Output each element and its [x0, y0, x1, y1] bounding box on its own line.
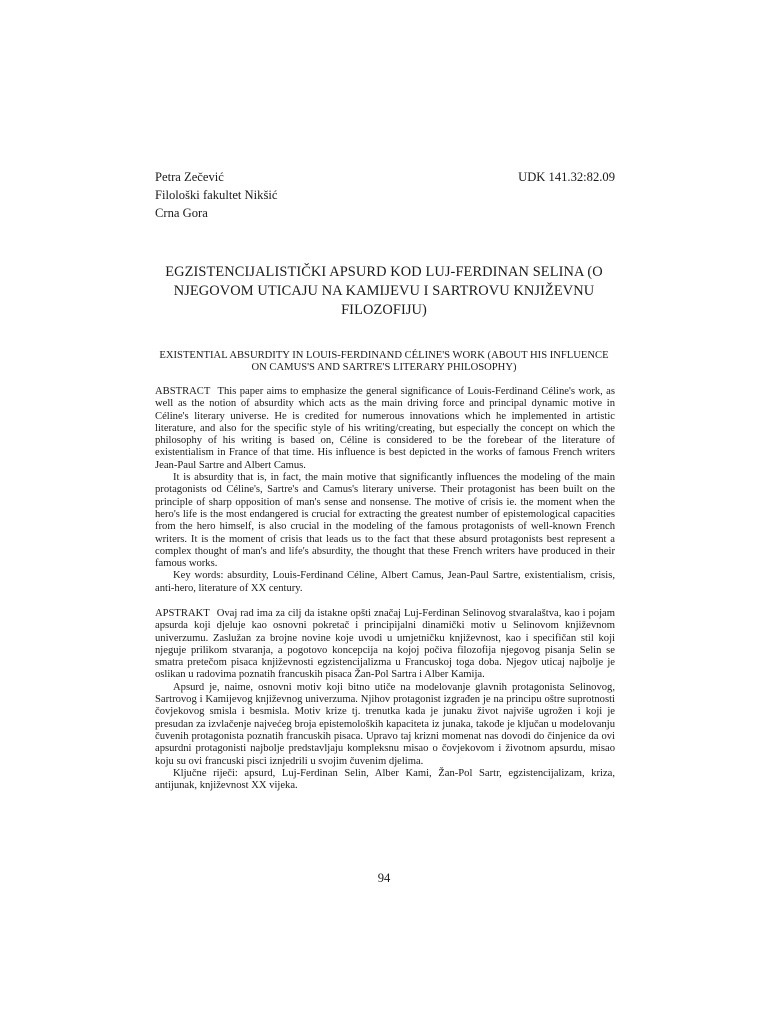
page-number: 94: [377, 871, 391, 885]
abstract-sr-label: APSTRAKT: [155, 608, 210, 619]
abstract-serbian: [155, 608, 615, 792]
author-country: Crna Gora: [155, 206, 208, 220]
author-affiliation: Filološki fakultet Nikšić: [155, 188, 278, 202]
author-name: Petra Zečević: [155, 170, 224, 184]
abstract-english: [155, 386, 615, 595]
article-title: EGZISTENCIJALISTIČKI APSURD KOD LUJ-FERDINAN SELINA (O NJEGOVOM UTICAJU NA KAMIJEVU I SARTROVU KNJIŽEVNU FILOZOFIJU): [165, 264, 603, 318]
abstract-en-label: ABSTRACT: [155, 386, 211, 397]
abstract-sr-text-1: Ovaj rad ima za cilj da istakne opšti značaj Luj-Ferdinan Selinovog stvaralaštva, kao i pojam apsurda koji djeluje kao osnovni pokretač i principijalni dinamički motiv u Selinovom književnom univerzumu. Zaslužan za brojne novine koje uvodi u umjetničku književnost, kao i specifičan stil koji njeguje prilikom stvaranja, a pogotovo koncepcija na kojoj počiva filozofija njegovog pisanja Selin se smatra pretečom pisaca književnosti egzistencijalizma u Francuskoj toga doba. Njegov uticaj najbolje je oslikan u radovima poznatih francuskih pisaca Žan-Pol Sartra i Alber Kamija.: [155, 608, 615, 681]
article-header: [155, 168, 615, 222]
abstract-en-text-1: This paper aims to emphasize the general significance of Louis-Ferdinand Céline's work, as well as the notion of absurdity which acts as the main driving force and principal dynamic motive in Céline's literary universe. He is credited for numerous innovations which he implemented in artistic literature, and also for the specific style of his writing/creating, but especially the concept on which the philosophy of his writing is based on, Céline is considered to be the forebear of the literature of existentialism in France of that time. His influence is best depicted in the works of famous French writers Jean-Paul Sartre and Albert Camus.: [155, 386, 615, 471]
udk-code: UDK 141.32:82.09: [518, 170, 615, 184]
abstract-en-keywords: Key words: absurdity, Louis-Ferdinand Céline, Albert Camus, Jean-Paul Sartre, existentialism, crisis, anti-hero, literature of XX century.: [155, 570, 615, 594]
abstract-sr-keywords: Ključne riječi: apsurd, Luj-Ferdinan Selin, Alber Kami, Žan-Pol Sartr, egzistencijalizam, kriza, antijunak, književnost XX vijeka.: [155, 767, 615, 792]
abstract-sr-paragraph-1: [155, 608, 615, 682]
abstract-sr-paragraph-2: Apsurd je, naime, osnovni motiv koji bitno utiče na modelovanje glavnih protagonista Selinovog, Sartrovog i Kamijevog književnog univerzuma. Njihov protagonist izgrađen je na principu oštre suprotnosti čovjekovog smisla i besmisla. Motiv krize tj. trenutka kada je junaku život najviše ugrožen i koji je presudan za izvlačenje najvećeg broja epistemoloških kapaciteta iz junaka, takođe je ključan u modelovanju čuvenih protagonista poznatih francuskih pisaca. Upravo taj krizni momenat nas dovodi do činjenice da ovi apsurdni protagonisti najbolje predstavljaju kompleksnu misao o čovjekovom i životnom apsurdu, misao koju su ovi francuski pisci iznjedrili u svojim čuvenim djelima.: [155, 681, 615, 767]
abstract-en-paragraph-2: It is absurdity that is, in fact, the main motive that significantly influences the modeling of the main protagonists od Céline's, Sartre's and Camus's literary universe. Their protagonist has been built on the principle of sharp opposition of man's sense and nonsense. The motive of crisis ie. the moment when the hero's life is the most endangered is crucial for extracting the greatest number of epistemological capacities from the hero himself, is also crucial in the modeling of the famous protagonists of well-known French writers. It is the moment of crisis that leads us to the fact that these absurd protagonists best represent a complex thought of man's and life's absurdity, the thought that these French writers have produced in their famous works.: [155, 472, 615, 570]
abstract-en-paragraph-1: [155, 386, 615, 472]
english-title: EXISTENTIAL ABSURDITY IN LOUIS-FERDINAND CÉLINE'S WORK (ABOUT HIS INFLUENCE ON CAMUS'S AND SARTRE'S LITERARY PHILOSOPHY): [159, 350, 609, 373]
